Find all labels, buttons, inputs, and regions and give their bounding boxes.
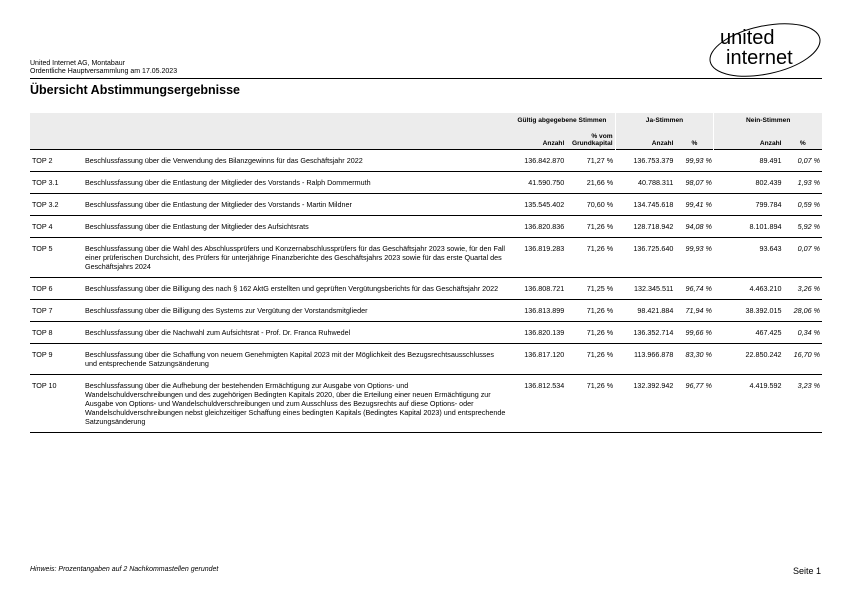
no-pct: 0,07 % bbox=[797, 156, 820, 165]
table-row bbox=[30, 194, 822, 216]
no-count: 799.784 bbox=[755, 200, 782, 209]
table-row bbox=[30, 216, 822, 238]
header-no-pct: % bbox=[784, 127, 823, 150]
agenda-item: TOP 3.2 bbox=[32, 200, 59, 209]
valid-pct: 71,27 % bbox=[586, 156, 614, 165]
page-title: Übersicht Abstimmungsergebnisse bbox=[30, 83, 241, 97]
yes-count: 132.392.942 bbox=[633, 381, 674, 390]
meeting-date: Ordentliche Hauptversammlung am 17.05.2023 bbox=[30, 68, 178, 75]
no-pct: 28,06 % bbox=[793, 306, 820, 315]
yes-pct: 94,08 % bbox=[685, 222, 712, 231]
page-number: Seite 1 bbox=[792, 566, 821, 576]
yes-pct: 96,77 % bbox=[685, 381, 712, 390]
agenda-item: TOP 4 bbox=[32, 222, 53, 231]
valid-count: 136.820.836 bbox=[524, 222, 565, 231]
no-pct: 5,92 % bbox=[797, 222, 820, 231]
valid-count: 136.820.139 bbox=[524, 328, 565, 337]
table-row bbox=[30, 238, 822, 278]
valid-count: 136.808.721 bbox=[524, 284, 565, 293]
table-row bbox=[30, 172, 822, 194]
valid-pct: 71,26 % bbox=[586, 350, 614, 359]
agenda-item: TOP 9 bbox=[32, 350, 53, 359]
no-count: 93.643 bbox=[759, 244, 782, 253]
valid-pct: 21,66 % bbox=[586, 178, 614, 187]
valid-pct: 71,26 % bbox=[586, 222, 614, 231]
no-count: 8.101.894 bbox=[749, 222, 782, 231]
header-yes-count: Anzahl bbox=[615, 127, 675, 150]
no-pct: 1,93 % bbox=[797, 178, 820, 187]
no-pct: 0,07 % bbox=[797, 244, 820, 253]
no-count: 38.392.015 bbox=[745, 306, 782, 315]
yes-count: 136.352.714 bbox=[633, 328, 674, 337]
agenda-description: Beschlussfassung über die Entlastung der Mitglieder des Aufsichtsrats bbox=[85, 222, 309, 231]
yes-count: 134.745.618 bbox=[633, 200, 674, 209]
no-pct: 0,34 % bbox=[797, 328, 820, 337]
header-no-count: Anzahl bbox=[714, 127, 784, 150]
agenda-item: TOP 10 bbox=[32, 381, 57, 390]
table-row bbox=[30, 278, 822, 300]
agenda-item: TOP 8 bbox=[32, 328, 53, 337]
valid-count: 135.545.402 bbox=[524, 200, 565, 209]
agenda-description: Beschlussfassung über die Entlastung der Mitglieder des Vorstands - Ralph Dommermuth bbox=[85, 178, 371, 187]
yes-pct: 99,93 % bbox=[685, 244, 712, 253]
company-name: United Internet AG, Montabaur bbox=[30, 60, 125, 67]
agenda-description: Beschlussfassung über die Entlastung der Mitglieder des Vorstands - Martin Mildner bbox=[85, 200, 352, 209]
yes-pct: 71,94 % bbox=[685, 306, 712, 315]
no-count: 4.463.210 bbox=[749, 284, 782, 293]
valid-pct: 71,26 % bbox=[586, 328, 614, 337]
agenda-description: Beschlussfassung über die Verwendung des Bilanzgewinns für das Geschäftsjahr 2022 bbox=[85, 156, 363, 165]
yes-pct: 99,66 % bbox=[685, 328, 712, 337]
table-row bbox=[30, 150, 822, 172]
no-count: 4.419.592 bbox=[749, 381, 782, 390]
yes-count: 98.421.884 bbox=[637, 306, 674, 315]
valid-count: 41.590.750 bbox=[528, 178, 565, 187]
header-yes-pct: % bbox=[675, 127, 713, 150]
no-pct: 0,59 % bbox=[797, 200, 820, 209]
yes-pct: 98,07 % bbox=[685, 178, 712, 187]
no-count: 802.439 bbox=[755, 178, 782, 187]
logo-word-internet: internet bbox=[726, 47, 793, 69]
no-pct: 16,70 % bbox=[793, 350, 820, 359]
header-yes-votes: Ja-Stimmen bbox=[615, 113, 714, 127]
valid-count: 136.842.870 bbox=[524, 156, 565, 165]
logo-word-united: united bbox=[720, 27, 775, 49]
yes-count: 40.788.311 bbox=[637, 178, 674, 187]
yes-count: 113.966.878 bbox=[633, 350, 674, 359]
no-pct: 3,26 % bbox=[797, 284, 820, 293]
agenda-item: TOP 3.1 bbox=[32, 178, 59, 187]
header-valid-votes: Gültig abgegebene Stimmen bbox=[509, 113, 615, 127]
agenda-item: TOP 6 bbox=[32, 284, 53, 293]
table-row bbox=[30, 344, 822, 375]
yes-pct: 96,74 % bbox=[685, 284, 712, 293]
agenda-description: Beschlussfassung über die Aufhebung der bestehenden Ermächtigung zur Ausgabe von Options- und Wandelschuldverschreibungen und des zugehörigen Bedingten Kapitals 2020, über die Erteilung einer neuen Ermächtigung zur Ausgabe von Options- und Wandelschuldverschreibungen und zum Ausschluss des Bezugsrechts auf diese Options- oder Wandelschuldverschreibungen nebst gleichzeitiger Schaffung eines bedingten Kapitals (Bedingtes Kapital 2023) und entsprechende Satzungsänderung bbox=[85, 381, 506, 426]
header-valid-count: Anzahl bbox=[509, 127, 566, 150]
valid-count: 136.817.120 bbox=[524, 350, 565, 359]
valid-pct: 71,26 % bbox=[586, 306, 614, 315]
header-valid-pct: % vom Grundkapital bbox=[566, 127, 615, 150]
valid-pct: 71,26 % bbox=[586, 381, 614, 390]
agenda-description: Beschlussfassung über die Wahl des Abschlussprüfers und Konzernabschlussprüfers für das Geschäftsjahr 2023 sowie, für den Fall einer prüferischen Durchsicht, des Prüfers für unterjährige Finanzberichte des Geschäftsjahrs 2023 sowie für das erste Quartal des Geschäftsjahrs 2024 bbox=[85, 244, 506, 271]
no-pct: 3,23 % bbox=[797, 381, 820, 390]
no-count: 89.491 bbox=[759, 156, 782, 165]
no-count: 467.425 bbox=[755, 328, 782, 337]
agenda-description: Beschlussfassung über die Schaffung von neuem Genehmigten Kapital 2023 mit der Möglichkeit des Bezugsrechtsausschlusses und entsprechende Satzungsänderung bbox=[85, 350, 494, 368]
valid-count: 136.812.534 bbox=[524, 381, 565, 390]
header-no-votes: Nein-Stimmen bbox=[714, 113, 822, 127]
valid-pct: 70,60 % bbox=[586, 200, 614, 209]
united-internet-logo bbox=[706, 20, 824, 78]
agenda-item: TOP 2 bbox=[32, 156, 53, 165]
rounding-note: Hinweis: Prozentangaben auf 2 Nachkommastellen gerundet bbox=[30, 566, 219, 573]
company-info bbox=[30, 60, 177, 76]
yes-count: 136.725.640 bbox=[633, 244, 674, 253]
header-divider bbox=[30, 78, 822, 79]
yes-pct: 83,30 % bbox=[685, 350, 712, 359]
no-count: 22.850.242 bbox=[745, 350, 782, 359]
agenda-description: Beschlussfassung über die Billigung des Systems zur Vergütung der Vorstandsmitglieder bbox=[85, 306, 368, 315]
table-row bbox=[30, 375, 822, 433]
yes-count: 136.753.379 bbox=[633, 156, 674, 165]
yes-count: 132.345.511 bbox=[633, 284, 674, 293]
table-row bbox=[30, 300, 822, 322]
agenda-description: Beschlussfassung über die Nachwahl zum Aufsichtsrat - Prof. Dr. Franca Ruhwedel bbox=[85, 328, 351, 337]
valid-count: 136.813.899 bbox=[524, 306, 565, 315]
results-table bbox=[30, 113, 822, 433]
valid-count: 136.819.283 bbox=[524, 244, 565, 253]
yes-pct: 99,41 % bbox=[685, 200, 712, 209]
agenda-item: TOP 7 bbox=[32, 306, 53, 315]
valid-pct: 71,26 % bbox=[586, 244, 614, 253]
agenda-item: TOP 5 bbox=[32, 244, 53, 253]
yes-pct: 99,93 % bbox=[685, 156, 712, 165]
yes-count: 128.718.942 bbox=[633, 222, 674, 231]
table-row bbox=[30, 322, 822, 344]
valid-pct: 71,25 % bbox=[586, 284, 614, 293]
agenda-description: Beschlussfassung über die Billigung des nach § 162 AktG erstellten und geprüften Vergütungsberichts für das Geschäftsjahr 2022 bbox=[85, 284, 499, 293]
